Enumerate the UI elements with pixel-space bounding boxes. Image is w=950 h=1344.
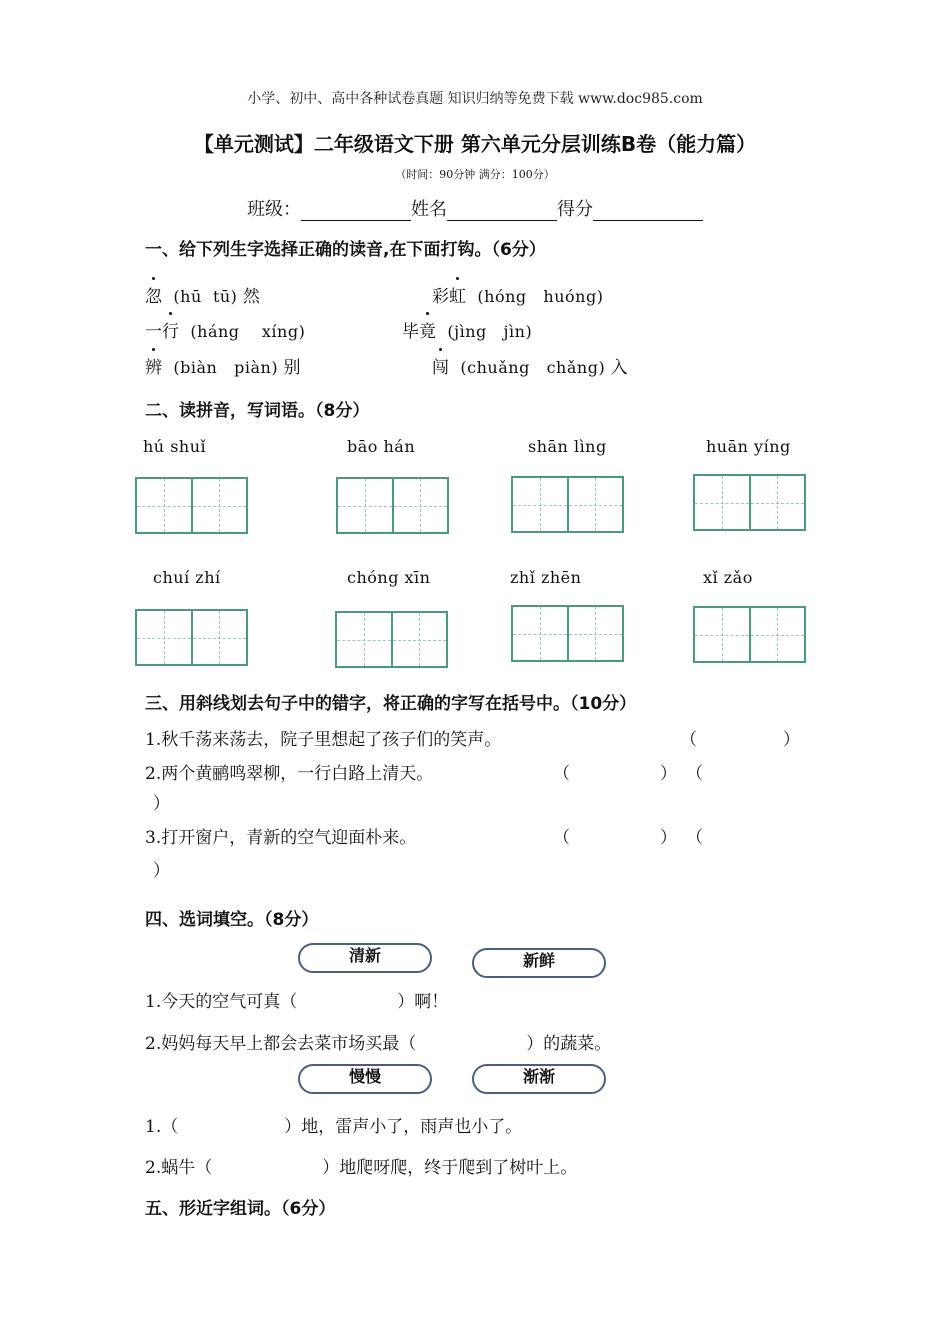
writing-grid[interactable] — [135, 609, 248, 666]
answer-paren-close: ） — [660, 764, 677, 784]
s1-item-1: 忽 (hū tū) 然 — [145, 282, 260, 307]
pinyin-prompt: hú shuǐ — [143, 437, 207, 456]
pinyin-option[interactable]: háng — [197, 322, 240, 341]
word-prefix: 一 — [145, 322, 162, 342]
pinyin-option[interactable]: xíng — [261, 322, 299, 341]
question-text: 2.妈妈每天早上都会去菜市场买最（ — [145, 1034, 417, 1054]
answer-paren-open: （ — [686, 764, 703, 784]
answer-paren-open: （ — [686, 828, 703, 848]
answer-paren-close: ） — [153, 861, 170, 881]
answer-paren-open: （ — [680, 730, 697, 750]
question-text: ）啊！ — [397, 992, 449, 1012]
pinyin-option[interactable]: tū — [212, 287, 231, 306]
word-suffix: 入 — [610, 358, 628, 378]
pinyin-prompt: bāo hán — [347, 437, 416, 456]
answer-paren-close: ） — [153, 794, 170, 814]
dotted-char: 辨 — [145, 353, 162, 378]
pinyin-prompt: huān yíng — [706, 437, 791, 456]
pinyin-option[interactable]: jìng — [454, 322, 487, 341]
s1-item-6: 闯 (chuǎng chǎng) 入 — [432, 353, 628, 378]
page-title: 【单元测试】二年级语文下册 第六单元分层训练B卷（能力篇） — [193, 132, 757, 156]
answer-paren-open: （ — [553, 764, 570, 784]
fill-question-3 — [145, 1112, 522, 1137]
word-option[interactable]: 新鲜 — [472, 948, 606, 978]
pinyin-option[interactable]: jìn — [503, 322, 526, 341]
section3-heading: 三、用斜线划去句子中的错字，将正确的字写在括号中。（10分） — [145, 694, 637, 714]
sentence-2: 2.两个黄鹂鸣翠柳，一行白路上清天。 — [145, 764, 434, 784]
fill-question-1 — [145, 987, 448, 1012]
answer-paren-close: ） — [783, 730, 800, 750]
class-label: 班级： — [247, 199, 301, 220]
pinyin-option[interactable]: hū — [180, 287, 202, 306]
name-label: 姓名 — [411, 199, 447, 220]
site-banner: 小学、初中、高中各种试卷真题 知识归纳等免费下载 www.doc985.com — [247, 91, 703, 107]
question-text: ）地爬呀爬，终于爬到了树叶上。 — [322, 1158, 578, 1178]
word-suffix: 别 — [283, 358, 301, 378]
pinyin-option[interactable]: chuǎng — [467, 358, 530, 377]
dotted-char: 忽 — [145, 282, 162, 307]
writing-grid[interactable] — [693, 474, 806, 531]
s1-item-2: 彩虹 (hóng huóng) — [432, 282, 603, 307]
answer-paren-open: （ — [553, 828, 570, 848]
pinyin-option[interactable]: huóng — [543, 287, 597, 306]
question-text: ）地，雷声小了，雨声也小了。 — [284, 1117, 523, 1137]
word-option[interactable]: 清新 — [298, 943, 432, 973]
score-label: 得分 — [557, 199, 593, 220]
pinyin-prompt: shān lìng — [528, 437, 607, 456]
dotted-char: 闯 — [432, 353, 449, 378]
pinyin-option[interactable]: piàn — [234, 358, 272, 377]
pinyin-option[interactable]: chǎng — [546, 358, 599, 377]
writing-grid[interactable] — [135, 477, 248, 534]
pinyin-prompt: chóng xīn — [347, 568, 431, 587]
sentence-3: 3.打开窗户，青新的空气迎面朴来。 — [145, 828, 417, 848]
pinyin-prompt: chuí zhí — [153, 568, 221, 587]
question-text: 1.（ — [145, 1117, 179, 1137]
sentence-1: 1.秋千荡来荡去，院子里想起了孩子们的笑声。 — [145, 730, 502, 750]
writing-grid[interactable] — [335, 611, 448, 668]
exam-info: （时间：90分钟 满分：100分） — [395, 168, 555, 181]
dotted-char: 行 — [162, 317, 179, 342]
fill-question-4 — [145, 1153, 577, 1178]
pinyin-prompt: xǐ zǎo — [703, 568, 753, 587]
score-blank — [593, 202, 703, 221]
answer-paren-close: ） — [660, 828, 677, 848]
writing-grid[interactable] — [336, 477, 449, 534]
section2-heading: 二、读拼音，写词语。（8分） — [145, 401, 370, 421]
dotted-char: 竟 — [419, 317, 436, 342]
writing-grid[interactable] — [511, 476, 624, 533]
question-text: 2.蜗牛（ — [145, 1158, 213, 1178]
word-option[interactable]: 慢慢 — [298, 1064, 432, 1094]
writing-grid[interactable] — [511, 605, 624, 662]
writing-grid[interactable] — [693, 606, 806, 663]
section5-heading: 五、形近字组词。（6分） — [145, 1199, 336, 1219]
section4-heading: 四、选词填空。（8分） — [145, 910, 319, 930]
s1-item-5: 辨 (biàn piàn) 别 — [145, 353, 300, 378]
student-info — [0, 195, 950, 221]
word-prefix: 毕 — [402, 322, 419, 342]
pinyin-prompt: zhǐ zhēn — [510, 568, 582, 587]
fill-question-2 — [145, 1029, 611, 1054]
question-text: 1.今天的空气可真（ — [145, 992, 298, 1012]
word-prefix: 彩 — [432, 287, 449, 307]
word-option[interactable]: 渐渐 — [472, 1064, 606, 1094]
word-suffix: 然 — [242, 287, 260, 307]
s1-item-4: 毕竟 (jìng jìn) — [402, 317, 532, 342]
section1-heading: 一、给下列生字选择正确的读音,在下面打钩。（6分） — [145, 240, 546, 260]
s1-item-3: 一行 (háng xíng) — [145, 317, 305, 342]
class-blank — [301, 202, 411, 221]
dotted-char: 虹 — [449, 282, 466, 307]
name-blank — [447, 202, 557, 221]
pinyin-option[interactable]: biàn — [180, 358, 218, 377]
pinyin-option[interactable]: hóng — [484, 287, 527, 306]
question-text: ）的蔬菜。 — [526, 1034, 612, 1054]
